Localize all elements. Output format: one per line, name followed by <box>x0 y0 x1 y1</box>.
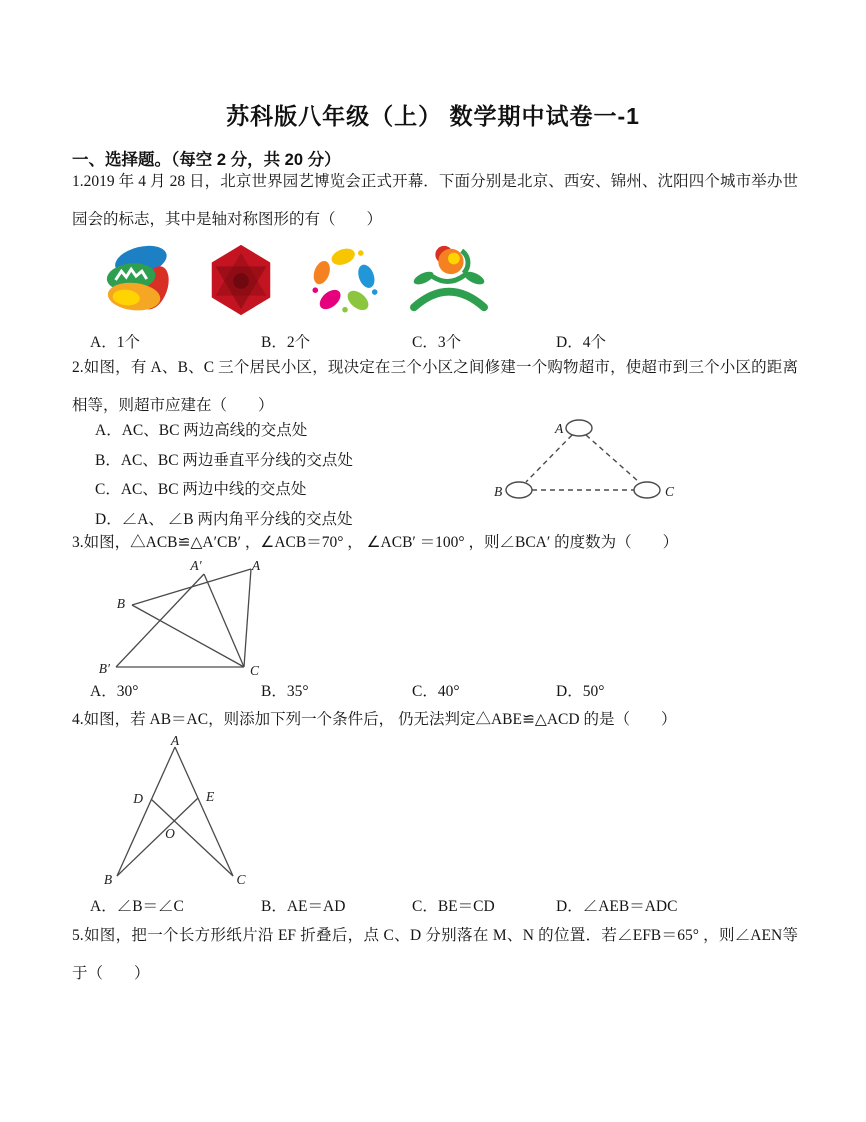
beijing-expo-logo-icon <box>98 236 176 324</box>
question-5-text: 5.如图，把一个长方形纸片沿 EF 折叠后，点 C、D 分别落在 M、N 的位置．若∠EFB＝65° ，则∠AEN等于（ ） <box>72 927 798 982</box>
q4-label-o: O <box>165 826 175 841</box>
question-3-figure <box>84 559 300 685</box>
q4-label-b: B <box>103 872 113 887</box>
q4-label-a: A <box>170 735 180 748</box>
jinzhou-expo-logo-icon <box>306 236 384 324</box>
q1-option-b: B．2个 <box>261 334 311 351</box>
q3-label-c: C <box>250 663 260 678</box>
q2-label-a: A <box>555 421 564 436</box>
q2-option-a: A．AC、BC 两边高线的交点处 <box>95 422 308 439</box>
q4-label-c: C <box>236 872 246 887</box>
q1-option-c: C．3个 <box>412 334 462 351</box>
q3-option-d: D．50° <box>556 683 605 700</box>
question-4-text: 4.如图，若 AB＝AC，则添加下列一个条件后， 仍无法判定△ABE≌△ACD 的是（ ） <box>72 711 677 728</box>
q4-option-d: D．∠AEB＝ADC <box>556 898 678 915</box>
q3-label-a-prime: A′ <box>190 559 202 573</box>
shenyang-expo-logo-icon <box>410 236 488 324</box>
question-2-text: 2.如图，有 A、B、C 三个居民小区，现决定在三个小区之间修建一个购物超市，使超市到三个小区的距离相等，则超市应建在（ ） <box>72 359 798 414</box>
section-header: 一、选择题。（每空 2 分，共 20 分） <box>72 151 341 169</box>
q4-label-d: D <box>133 791 143 806</box>
q3-label-b: B <box>116 596 125 611</box>
question-3-text: 3.如图，△ACB≌△A′CB′ ，∠ACB＝70° ， ∠ACB′ ＝100° ，则∠BCA′ 的度数为（ ） <box>72 534 679 551</box>
q3-option-b: B．35° <box>261 683 309 700</box>
q1-option-a: A．1个 <box>90 334 140 351</box>
page-title: 苏科版八年级（上） 数学期中试卷一-1 <box>226 103 640 129</box>
q4-option-c: C．BE＝CD <box>412 898 495 915</box>
question-2-figure <box>487 412 683 508</box>
q2-label-b: B <box>494 484 503 499</box>
q4-label-e: E <box>206 789 215 804</box>
question-2-options <box>95 416 353 534</box>
xian-expo-logo-icon <box>202 236 280 324</box>
community-b-node <box>506 482 532 498</box>
q1-option-d: D．4个 <box>556 334 606 351</box>
q2-label-c: C <box>665 484 675 499</box>
q3-option-a: A．30° <box>90 683 139 700</box>
q3-label-a: A <box>251 559 261 573</box>
q4-option-a: A．∠B＝∠C <box>90 898 184 915</box>
community-c-node <box>634 482 660 498</box>
question-4-figure <box>90 735 256 893</box>
q2-option-d: D．∠A、 ∠B 两内角平分线的交点处 <box>95 510 353 528</box>
question-3-options <box>90 682 800 702</box>
q3-label-b-prime: B′ <box>98 661 110 676</box>
q4-option-b: B．AE＝AD <box>261 898 346 915</box>
q3-option-c: C．40° <box>412 683 460 700</box>
q2-option-b: B．AC、BC 两边垂直平分线的交点处 <box>95 451 353 469</box>
question-1-text: 1.2019 年 4 月 28 日，北京世界园艺博览会正式开幕．下面分别是北京、西安、锦州、沈阳四个城市举办世园会的标志，其中是轴对称图形的有（ ） <box>72 173 798 228</box>
question-4-options <box>90 897 800 917</box>
community-a-node <box>566 420 592 436</box>
q2-option-c: C．AC、BC 两边中线的交点处 <box>95 481 307 498</box>
expo-logos-row <box>98 236 488 324</box>
